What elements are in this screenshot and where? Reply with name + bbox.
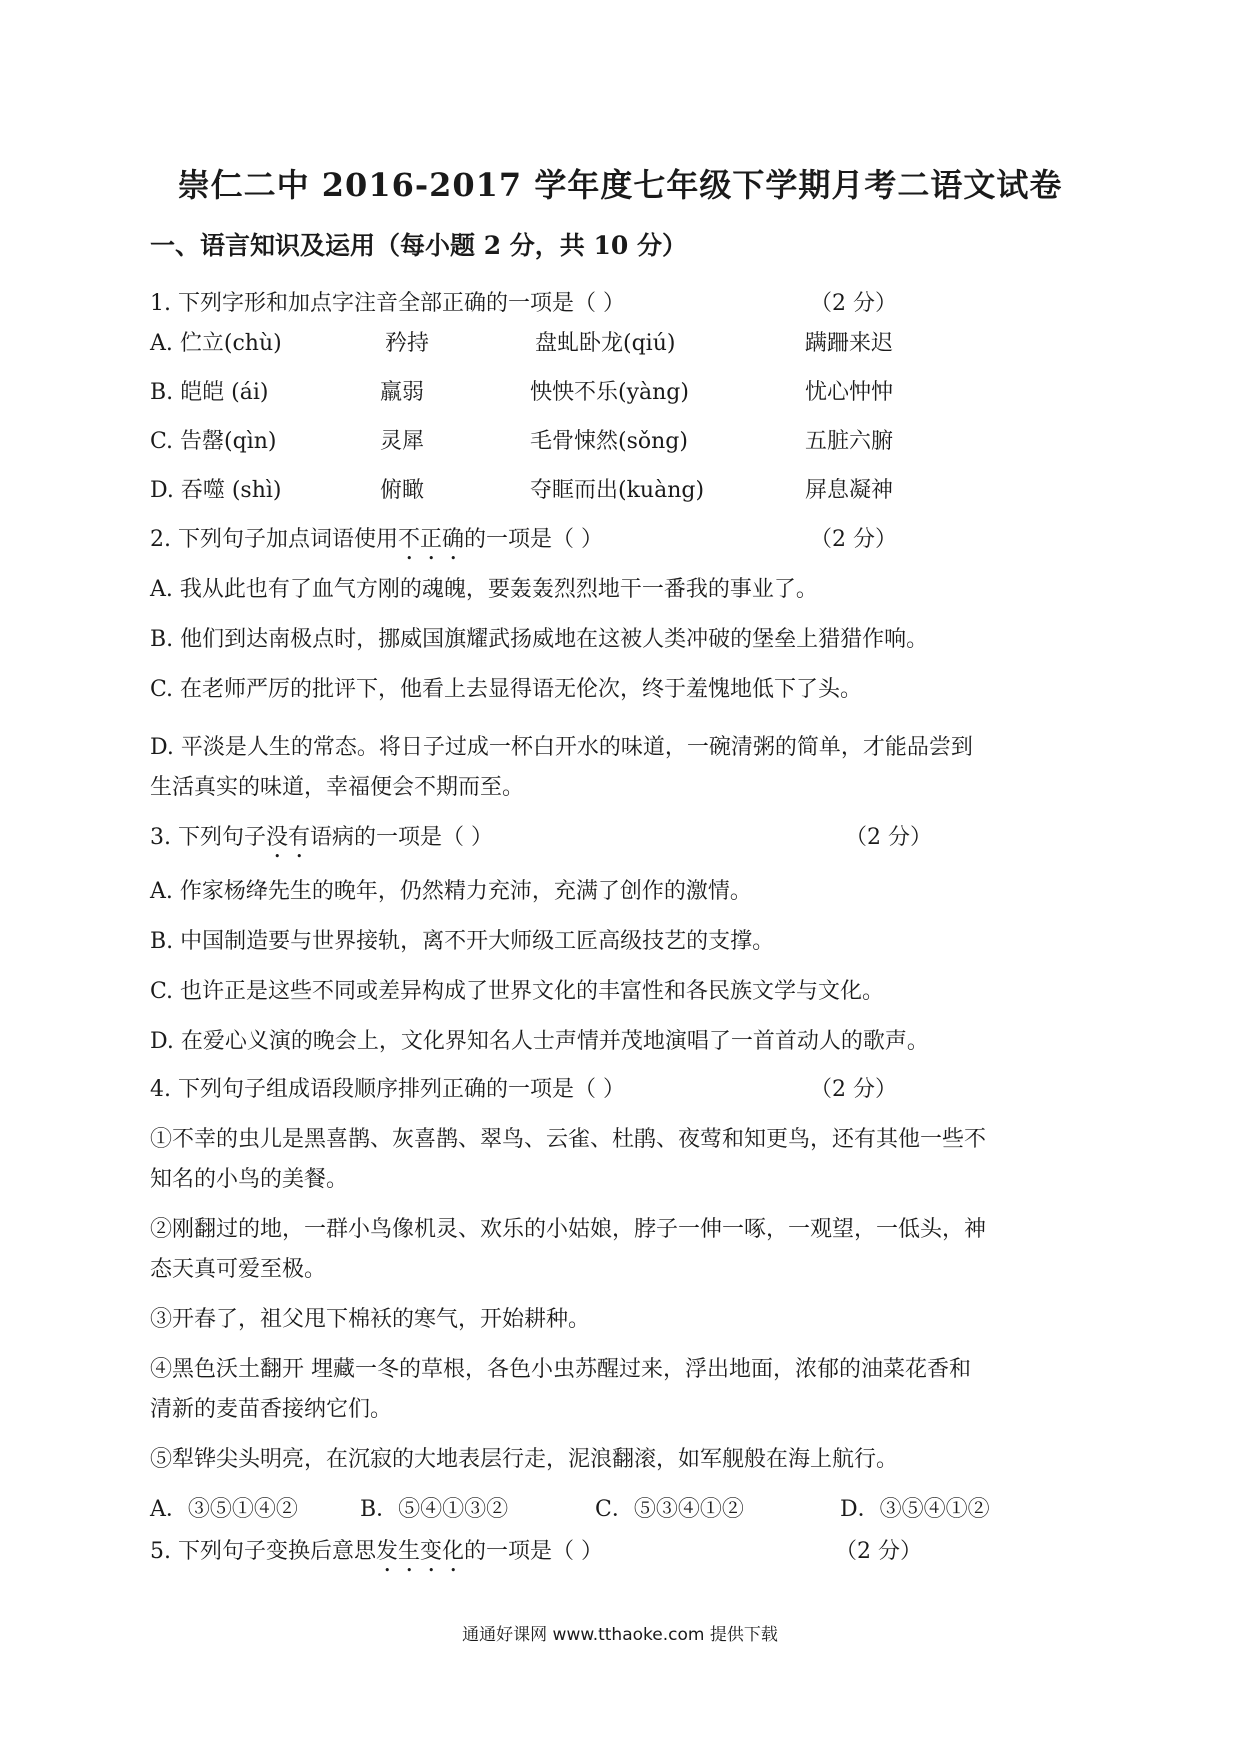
q2-option-a: A. 我从此也有了血气方刚的魂魄，要轰轰烈烈地干一番我的事业了。 <box>150 577 818 602</box>
q4-sentence-5: ⑤犁铧尖头明亮，在沉寂的大地表层行走，泥浪翻滚，如军舰般在海上航行。 <box>150 1447 899 1472</box>
section-heading: 一、语言知识及运用（每小题 2 分，共 10 分） <box>150 231 688 260</box>
q1-option-c-4: 五脏六腑 <box>805 429 894 454</box>
q1-option-b-3: 怏怏不乐(yàng) <box>530 380 689 405</box>
q1-option-a-4: 蹒跚来迟 <box>805 331 894 356</box>
q1-option-d-3: 夺眶而出(kuàng) <box>530 478 705 503</box>
q1-option-d-4: 屏息凝神 <box>805 478 894 503</box>
q2-stem-a: 2. 下列句子加点词语使用 <box>150 527 398 552</box>
q4-sentence-2b: 态天真可爱至极。 <box>150 1257 327 1282</box>
q2-option-d-line1: D. 平淡是人生的常态。将日子过成一杯白开水的味道，一碗清粥的简单，才能品尝到 <box>150 735 973 760</box>
q1-option-a-3: 盘虬卧龙(qiú) <box>535 331 676 356</box>
q1-option-b-2: 羸弱 <box>380 380 425 405</box>
q5-stem <box>150 1534 603 1577</box>
q1-option-c-3: 毛骨悚然(sǒng) <box>530 429 688 454</box>
q3-stem-b: 语病的一项是（ ） <box>310 825 493 850</box>
q1-score: （2 分） <box>810 291 897 316</box>
q1-option-c-2: 灵犀 <box>380 429 425 454</box>
q1-option-c-1: C. 告罄(qìn) <box>150 429 277 454</box>
q3-stem-emphasis: 没有 <box>265 825 310 850</box>
q4-sentence-4a: ④黑色沃土翻开 埋藏一冬的草根，各色小虫苏醒过来，浮出地面，浓郁的油菜花香和 <box>150 1357 971 1382</box>
q2-score: （2 分） <box>810 527 897 552</box>
q1-option-a-2: 矜持 <box>385 331 430 356</box>
q5-score: （2 分） <box>835 1539 922 1564</box>
q1-option-b-1: B. 皑皑 (ái) <box>150 380 269 405</box>
q4-option-d: D．③⑤④①② <box>840 1497 990 1522</box>
q4-option-a: A．③⑤①④② <box>150 1497 298 1522</box>
q2-option-b: B. 他们到达南极点时，挪威国旗耀武扬威地在这被人类冲破的堡垒上猎猎作响。 <box>150 627 929 652</box>
footer-credit: 通通好课网 www.tthaoke.com 提供下载 <box>462 1625 778 1645</box>
q4-sentence-1b: 知名的小鸟的美餐。 <box>150 1167 349 1192</box>
q3-option-a: A. 作家杨绛先生的晚年，仍然精力充沛，充满了创作的激情。 <box>150 879 752 904</box>
q4-option-b: B．⑤④①③② <box>360 1497 509 1522</box>
q3-option-d: D. 在爱心义演的晚会上，文化界知名人士声情并茂地演唱了一首首动人的歌声。 <box>150 1029 929 1054</box>
q4-sentence-2a: ②刚翻过的地，一群小鸟像机灵、欢乐的小姑娘，脖子一伸一啄，一观望，一低头，神 <box>150 1217 987 1242</box>
q4-stem: 4. 下列句子组成语段顺序排列正确的一项是（ ） <box>150 1077 625 1102</box>
q1-option-b-4: 忧心忡忡 <box>805 380 894 405</box>
q2-option-c: C. 在老师严厉的批评下，他看上去显得语无伦次，终于羞愧地低下了头。 <box>150 677 863 702</box>
q1-option-d-2: 俯瞰 <box>380 478 425 503</box>
q3-stem <box>150 820 493 863</box>
q3-option-b: B. 中国制造要与世界接轨，离不开大师级工匠高级技艺的支撑。 <box>150 929 775 954</box>
q5-stem-emphasis: 发生变化 <box>375 1539 464 1564</box>
q4-sentence-3: ③开春了，祖父甩下棉袄的寒气，开始耕种。 <box>150 1307 591 1332</box>
q2-stem-b: 的一项是（ ） <box>464 527 603 552</box>
q5-stem-a: 5. 下列句子变换后意思 <box>150 1539 376 1564</box>
q4-score: （2 分） <box>810 1077 897 1102</box>
q4-option-c: C．⑤③④①② <box>595 1497 744 1522</box>
q2-stem-emphasis: 不正确 <box>397 527 464 552</box>
q3-score: （2 分） <box>845 825 932 850</box>
q5-stem-b: 的一项是（ ） <box>464 1539 603 1564</box>
q4-sentence-4b: 清新的麦苗香接纳它们。 <box>150 1397 393 1422</box>
q1-stem: 1. 下列字形和加点字注音全部正确的一项是（ ） <box>150 291 625 316</box>
exam-title: 崇仁二中 2016-2017 学年度七年级下学期月考二语文试卷 <box>177 166 1063 204</box>
q3-option-c: C. 也许正是这些不同或差异构成了世界文化的丰富性和各民族文学与文化。 <box>150 979 885 1004</box>
q2-stem <box>150 522 603 565</box>
q1-option-d-1: D. 吞噬 (shì) <box>150 478 282 503</box>
q1-option-a-1: A. 伫立(chù) <box>150 331 282 356</box>
q2-option-d-line2: 生活真实的味道，幸福便会不期而至。 <box>150 775 525 800</box>
q3-stem-a: 3. 下列句子 <box>150 825 266 850</box>
q4-sentence-1a: ①不幸的虫儿是黑喜鹊、灰喜鹊、翠鸟、云雀、杜鹃、夜莺和知更鸟，还有其他一些不 <box>150 1127 987 1152</box>
